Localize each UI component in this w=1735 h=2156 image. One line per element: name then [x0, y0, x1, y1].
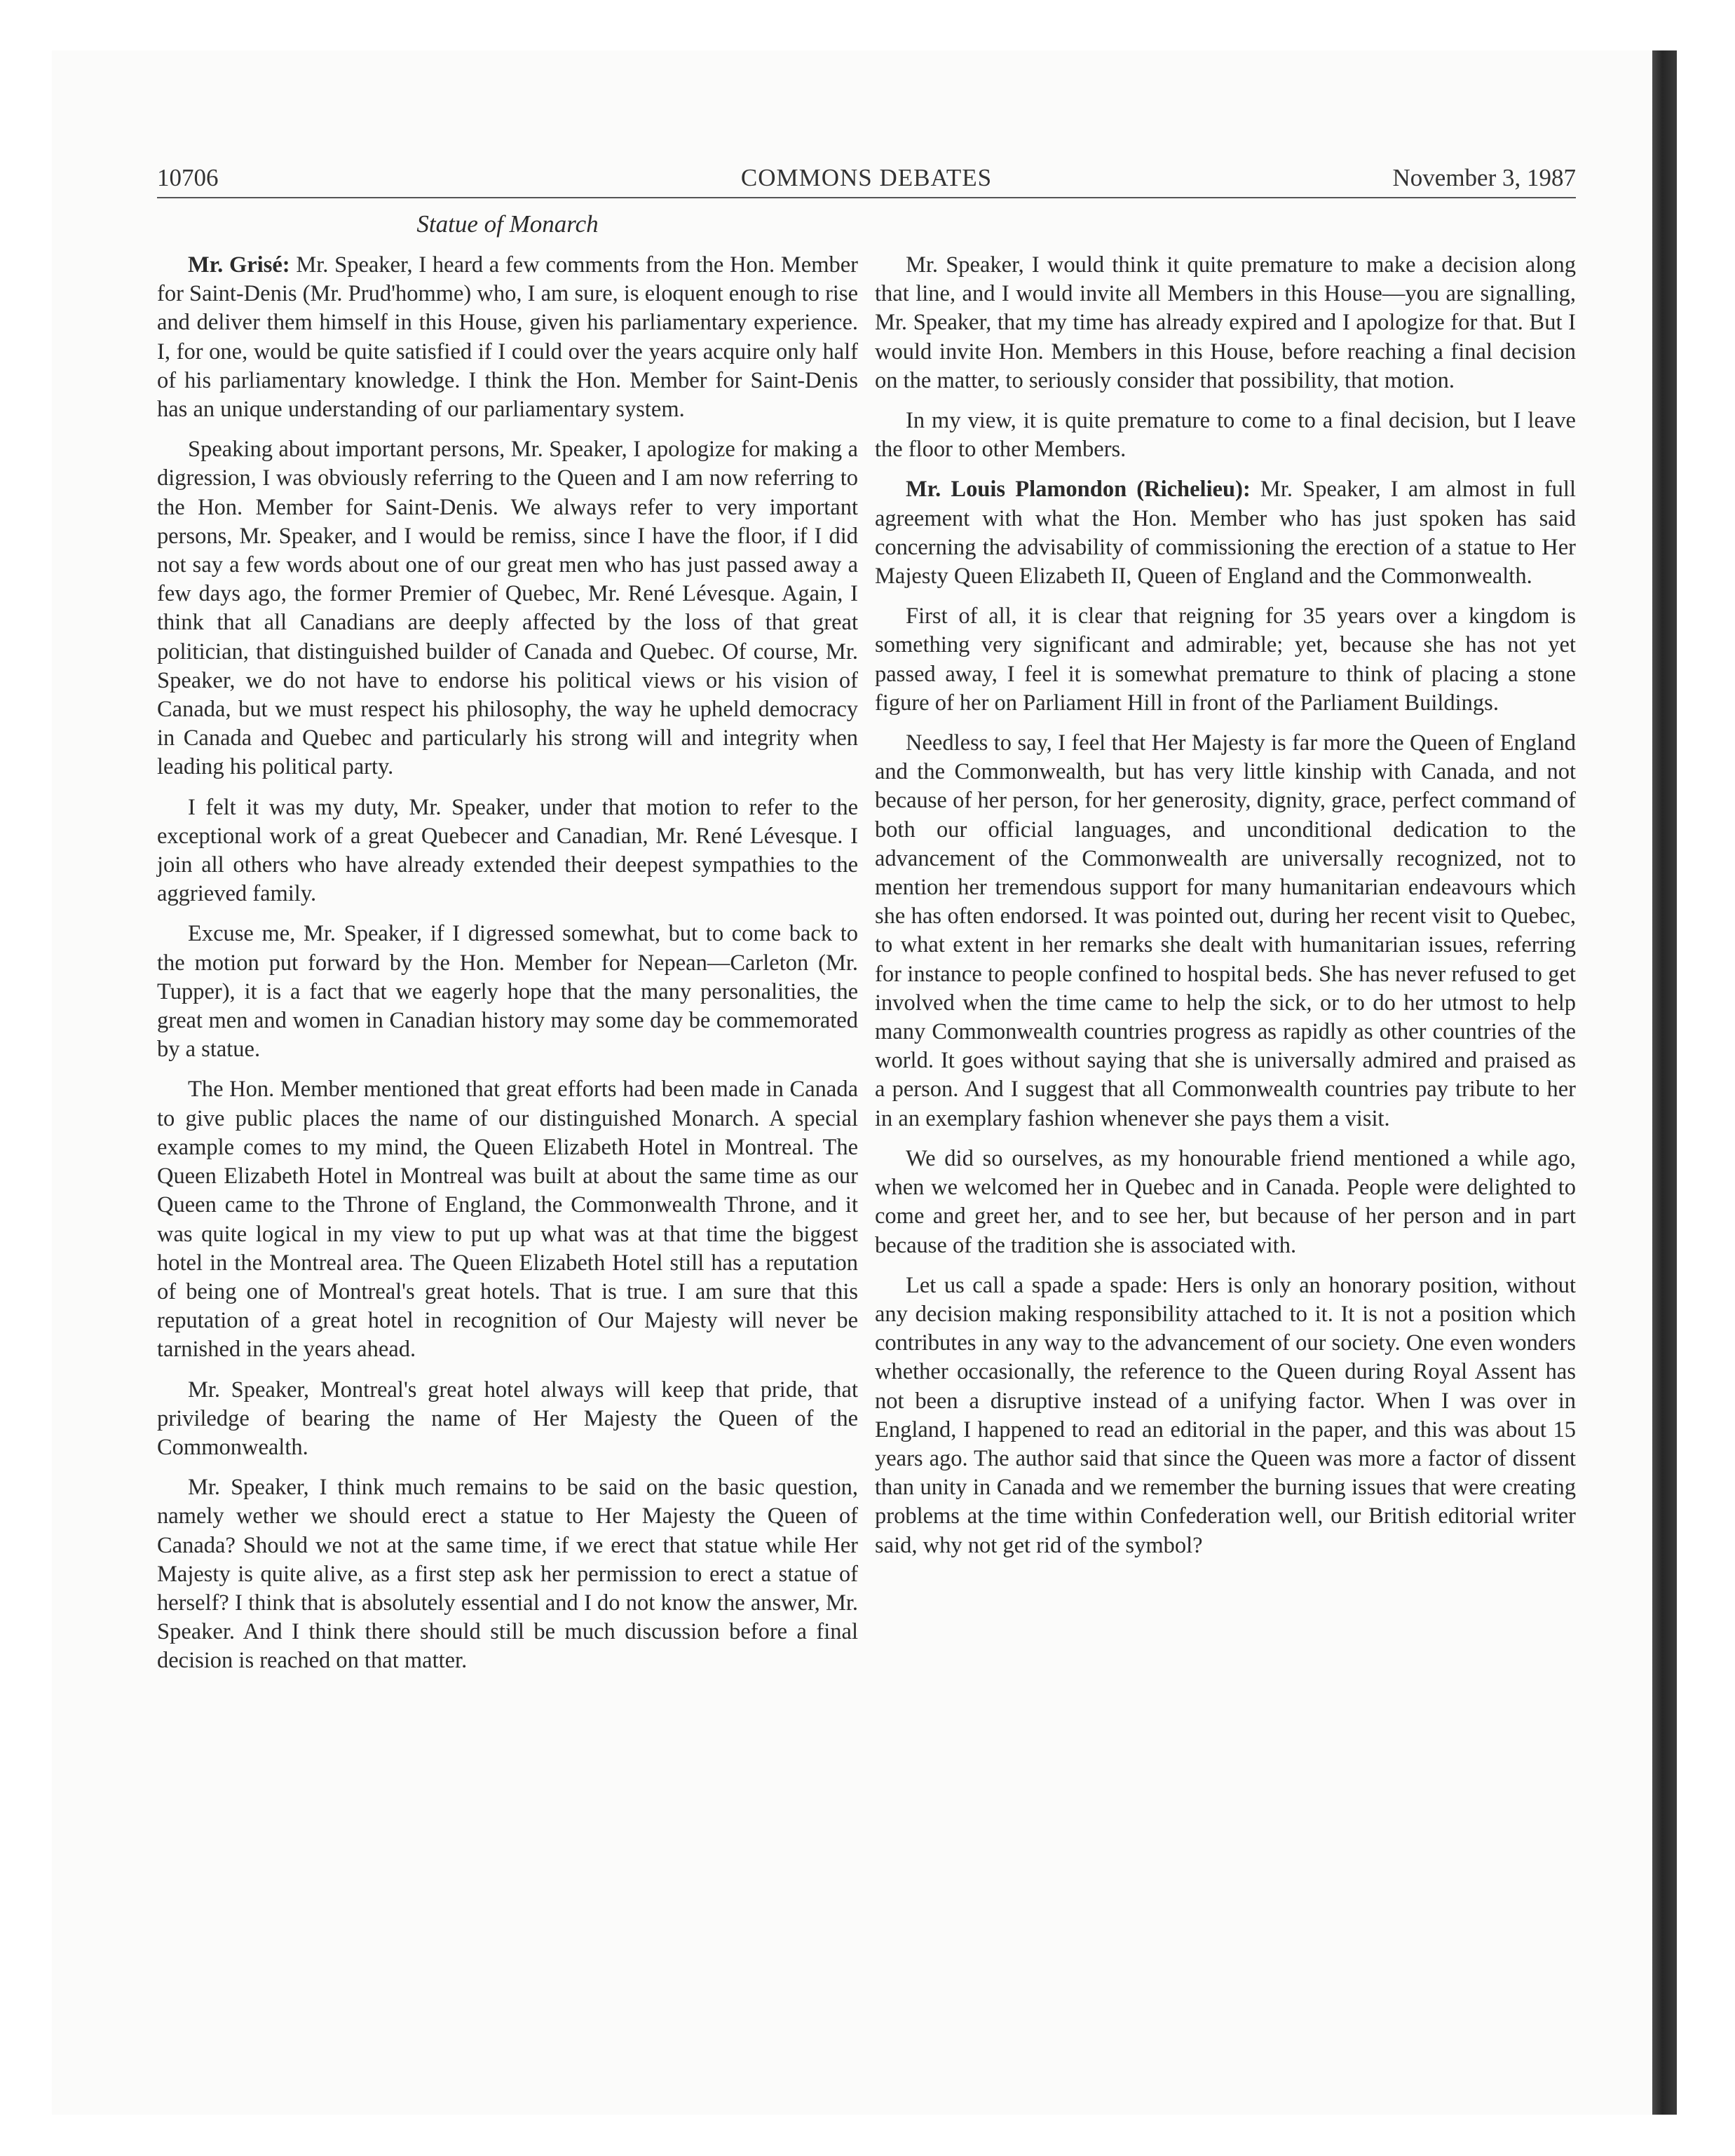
paragraph	[875, 1271, 1576, 1560]
paragraph	[157, 251, 858, 424]
paragraph	[875, 251, 1576, 395]
paragraph	[157, 920, 858, 1064]
paragraph-text: The Hon. Member mentioned that great efforts had been made in Canada to give public places the name of our distinguished Monarch. A special example comes to my mind, the Queen Elizabeth Hotel in Montreal. The Queen Elizabeth Hotel in Montreal was built at about the same time as our Queen came to the Throne of England, the Commonwealth Throne, and it was quite logical in my view to put up what was at that time the biggest hotel in the Montreal area. The Queen Elizabeth Hotel still has a reputation of being one of Montreal's great hotels. That is true. I am sure that this reputation of a great hotel in recognition of Our Majesty will never be tarnished in the years ahead.	[157, 1077, 858, 1363]
page-header	[157, 163, 1576, 196]
paragraph	[875, 475, 1576, 591]
paragraph-text: Mr. Speaker, I heard a few comments from the Hon. Member for Saint-Denis (Mr. Prud'homme) who, I am sure, is eloquent enough to rise and deliver them himself in this House, given his parliamentary experience. I, for one, would be quite satisfied if I could over the years acquire only half of his parliamentary knowledge. I think the Hon. Member for Saint-Denis has an unique understanding of our parliamentary system.	[157, 252, 858, 423]
paragraph-text: Mr. Speaker, Montreal's great hotel always will keep that pride, that priviledge of bearing the name of Her Majesty the Queen of the Commonwealth.	[157, 1377, 858, 1460]
paragraph-text: Mr. Speaker, I am almost in full agreement with what the Hon. Member who has just spoken has said concerning the advisability of commissioning the erection of a statue to Her Majesty Queen Elizabeth II, Queen of England and the Commonwealth.	[875, 477, 1576, 589]
paragraph-text: In my view, it is quite premature to come to a final decision, but I leave the floor to other Members.	[875, 408, 1576, 463]
running-title: COMMONS DEBATES	[740, 164, 993, 191]
speaker-name: Mr. Louis Plamondon (Richelieu):	[906, 477, 1251, 503]
paragraph-text: Let us call a spade a spade: Hers is only an honorary position, without any decision making responsibility attached to it. It is not a position which contributes in any way to the advancement of our society. One even wonders whether occasionally, the reference to the Queen during Royal Assent has not been a disruptive instead of a unifying factor. When I was over in England, I happened to read an editorial in the paper, and this was about 15 years ago. The author said that since the Queen was more a factor of dissent than unity in Canada and we remember the burning issues that were creating problems at the time within Confederation well, our British editorial writer said, why not get rid of the symbol?	[875, 1272, 1576, 1558]
paragraph-text: Needless to say, I feel that Her Majesty is far more the Queen of England and the Commonwealth, but has very little kinship with Canada, and not because of her person, for her generosity, dignity, grace, perfect command of both our official languages, and unconditional dedication to the advancement of the Commonwealth are universally recognized, not to mention her tremendous support for many humanitarian endeavours which she has often endorsed. It was pointed out, during her recent visit to Quebec, to what extent in her remarks she dealt with humanitarian issues, referring for instance to people confined to hospital beds. She has never refused to get involved when the time came to help the sick, or to do her utmost to help many Commonwealth countries progress as rapidly as other countries of the world. It goes without saying that she is universally admired and praised as a person. And I suggest that all Commonwealth countries pay tribute to her in an exemplary fashion whenever she pays them a visit.	[875, 730, 1576, 1131]
paragraph-text: We did so ourselves, as my honourable friend mentioned a while ago, when we welcomed her in Quebec and in Canada. People were delighted to come and greet her, and to see her, but because of her person and in part because of the tradition she is associated with.	[875, 1145, 1576, 1258]
page-date: November 3, 1987	[1392, 164, 1576, 191]
paragraph-text: Mr. Speaker, I would think it quite premature to make a decision along that line, and I would invite all Members in this House—you are signalling, Mr. Speaker, that my time has already expired and I apologize for that. But I would invite Hon. Members in this House, before reaching a final decision on the matter, to seriously consider that possibility, that motion.	[875, 252, 1576, 393]
paragraph-text: Speaking about important persons, Mr. Speaker, I apologize for making a digression, I was obviously referring to the Queen and I am now referring to the Hon. Member for Saint-Denis. We always refer to very important persons, Mr. Speaker, and I would be remiss, since I have the floor, if I did not say a few words about one of our great men who has just passed away a few days ago, the former Premier of Quebec, Mr. René Lévesque. Again, I think that all Canadians are deeply affected by the loss of that great politician, that distinguished builder of Canada and Quebec. Of course, Mr. Speaker, we do not have to endorse his political views or his vision of Canada, but we must respect his philosophy, the way he upheld democracy in Canada and Quebec and particularly his strong will and integrity when leading his political party.	[157, 437, 858, 780]
speaker-name: Mr. Grisé:	[188, 252, 290, 278]
paragraph-text: First of all, it is clear that reigning for 35 years over a kingdom is something very significant and admirable; yet, because she has not yet passed away, I feel it is somewhat premature to think of placing a stone figure of her on Parliament Hill in front of the Parliament Buildings.	[875, 603, 1576, 716]
header-rule	[157, 197, 1576, 198]
paragraph	[875, 729, 1576, 1133]
paragraph	[875, 1145, 1576, 1260]
paragraph	[157, 1376, 858, 1463]
paragraph	[157, 435, 858, 782]
binding-edge	[1652, 50, 1677, 2115]
section-title: Statue of Monarch	[416, 210, 599, 238]
page-number: 10706	[157, 164, 219, 191]
paragraph	[157, 1473, 858, 1675]
paragraph	[157, 793, 858, 909]
paragraph	[875, 602, 1576, 718]
paragraph	[875, 407, 1576, 464]
right-column	[875, 251, 1576, 1571]
paragraph-text: Mr. Speaker, I think much remains to be said on the basic question, namely wether we should erect a statue to Her Majesty the Queen of Canada? Should we not at the same time, if we erect that statue while Her Majesty is quite alive, as a first step ask her permission to erect a statue of herself? I think that is absolutely essential and I do not know the answer, Mr. Speaker. And I think there should still be much discussion before a final decision is reached on that matter.	[157, 1475, 858, 1674]
paragraph	[157, 1075, 858, 1364]
paragraph-text: I felt it was my duty, Mr. Speaker, under that motion to refer to the exceptional work of a great Quebecer and Canadian, Mr. René Lévesque. I join all others who have already extended their deepest sympathies to the aggrieved family.	[157, 794, 858, 907]
left-column	[157, 251, 858, 1687]
paragraph-text: Excuse me, Mr. Speaker, if I digressed somewhat, but to come back to the motion put forward by the Hon. Member for Nepean—Carleton (Mr. Tupper), it is a fact that we eagerly hope that the many personalities, the great men and women in Canadian history may some day be commemorated by a statue.	[157, 921, 858, 1063]
